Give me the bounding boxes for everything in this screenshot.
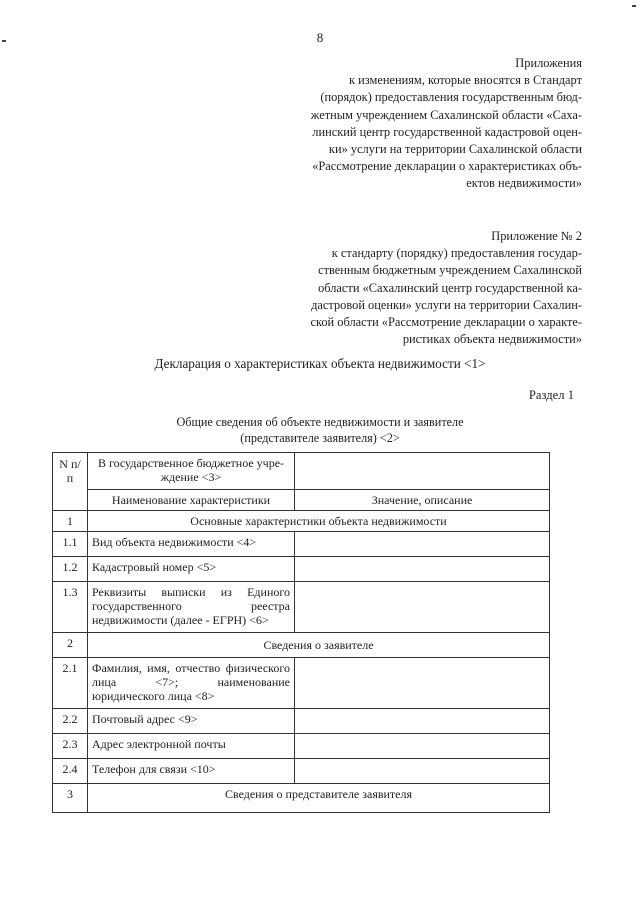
row-number: 2.4 xyxy=(53,759,88,784)
row-characteristic: Реквизиты выписки из Единого государственного реестра недвижимости (далее - ЕГРН) <6> xyxy=(88,582,295,633)
general-info-title-line: (представителе заявителя) <2> xyxy=(240,431,400,445)
annex-2-line: ристиках объекта недвижимости» xyxy=(402,332,582,347)
table-header-row xyxy=(53,490,550,511)
table-row xyxy=(53,709,550,734)
row-value-cell[interactable] xyxy=(295,532,550,557)
row-number: 2 xyxy=(53,633,88,658)
row-characteristic: Фамилия, имя, отчество физического лица <7>; наименование юридического лица <8> xyxy=(88,658,295,709)
annex-header-line: жетным учреждением Сахалинской области «Саха- xyxy=(310,107,582,122)
value-column-header: Значение, описание xyxy=(295,490,550,511)
name-column-header: Наименование характеристики xyxy=(88,490,295,511)
annex-header-line: линский центр государственной кадастровой оцен- xyxy=(312,124,582,139)
section-row xyxy=(53,633,550,658)
section-title: Основные характеристики объекта недвижимости xyxy=(88,511,550,532)
annex-header-line: ектов недвижимости» xyxy=(466,176,582,191)
annex-header-line: Приложения xyxy=(515,56,582,70)
annex-header xyxy=(311,55,582,193)
institution-header: В государственное бюджетное учре-ждение <3> xyxy=(88,453,295,490)
row-number: 1.2 xyxy=(53,557,88,582)
row-number: 2.1 xyxy=(53,658,88,709)
annex-header-line: «Рассмотрение декларации о характеристиках объ- xyxy=(312,159,582,174)
row-characteristic: Телефон для связи <10> xyxy=(88,759,295,784)
annex-2-line: ственным бюджетным учреждением Сахалинской xyxy=(318,263,582,278)
row-value-cell[interactable] xyxy=(295,734,550,759)
annex-header-line: ки» услуги на территории Сахалинской области xyxy=(328,142,582,157)
row-characteristic: Кадастровый номер <5> xyxy=(88,557,295,582)
section-row xyxy=(53,511,550,532)
row-number: 3 xyxy=(53,784,88,813)
page-number: 8 xyxy=(316,30,324,45)
annex-2-line: к стандарту (порядку) предоставления государ- xyxy=(331,246,582,261)
row-number: 1.3 xyxy=(53,582,88,633)
declaration-title: Декларация о характеристиках объекта недвижимости <1> xyxy=(154,356,486,371)
scan-mark xyxy=(2,40,6,42)
annex-2-header xyxy=(310,228,582,348)
declaration-table xyxy=(52,452,550,813)
annex-2-line: области «Сахалинский центр государственной ка- xyxy=(318,280,582,295)
table-row xyxy=(53,532,550,557)
row-value-cell[interactable] xyxy=(295,557,550,582)
table-row xyxy=(53,734,550,759)
row-value-cell[interactable] xyxy=(295,582,550,633)
institution-value-cell[interactable] xyxy=(295,453,550,490)
section-title: Сведения о заявителе xyxy=(88,633,550,658)
row-number: 1 xyxy=(53,511,88,532)
table-header-row xyxy=(53,453,550,490)
row-value-cell[interactable] xyxy=(295,759,550,784)
table-row xyxy=(53,759,550,784)
annex-header-line: к изменениям, которые вносятся в Стандарт xyxy=(349,73,582,88)
annex-2-line: Приложение № 2 xyxy=(491,229,582,243)
row-value-cell[interactable] xyxy=(295,709,550,734)
num-header: N п/п xyxy=(53,453,88,511)
general-info-title xyxy=(0,414,640,446)
annex-header-line: (порядок) предоставления государственным бюд- xyxy=(320,90,582,105)
general-info-title-line: Общие сведения об объекте недвижимости и заявителе xyxy=(176,415,464,429)
row-number: 1.1 xyxy=(53,532,88,557)
row-value-cell[interactable] xyxy=(295,658,550,709)
row-characteristic: Почтовый адрес <9> xyxy=(88,709,295,734)
section-row xyxy=(53,784,550,813)
section-title: Сведения о представителе заявителя xyxy=(88,784,550,813)
row-number: 2.2 xyxy=(53,709,88,734)
row-characteristic: Вид объекта недвижимости <4> xyxy=(88,532,295,557)
row-number: 2.3 xyxy=(53,734,88,759)
row-characteristic: Адрес электронной почты xyxy=(88,734,295,759)
scan-mark xyxy=(632,5,636,7)
annex-2-line: ской области «Рассмотрение декларации о характе- xyxy=(310,315,582,330)
section-label: Раздел 1 xyxy=(528,388,574,402)
table-row xyxy=(53,557,550,582)
table-row xyxy=(53,658,550,709)
annex-2-line: дастровой оценки» услуги на территории Сахалин- xyxy=(311,297,582,312)
table-row xyxy=(53,582,550,633)
